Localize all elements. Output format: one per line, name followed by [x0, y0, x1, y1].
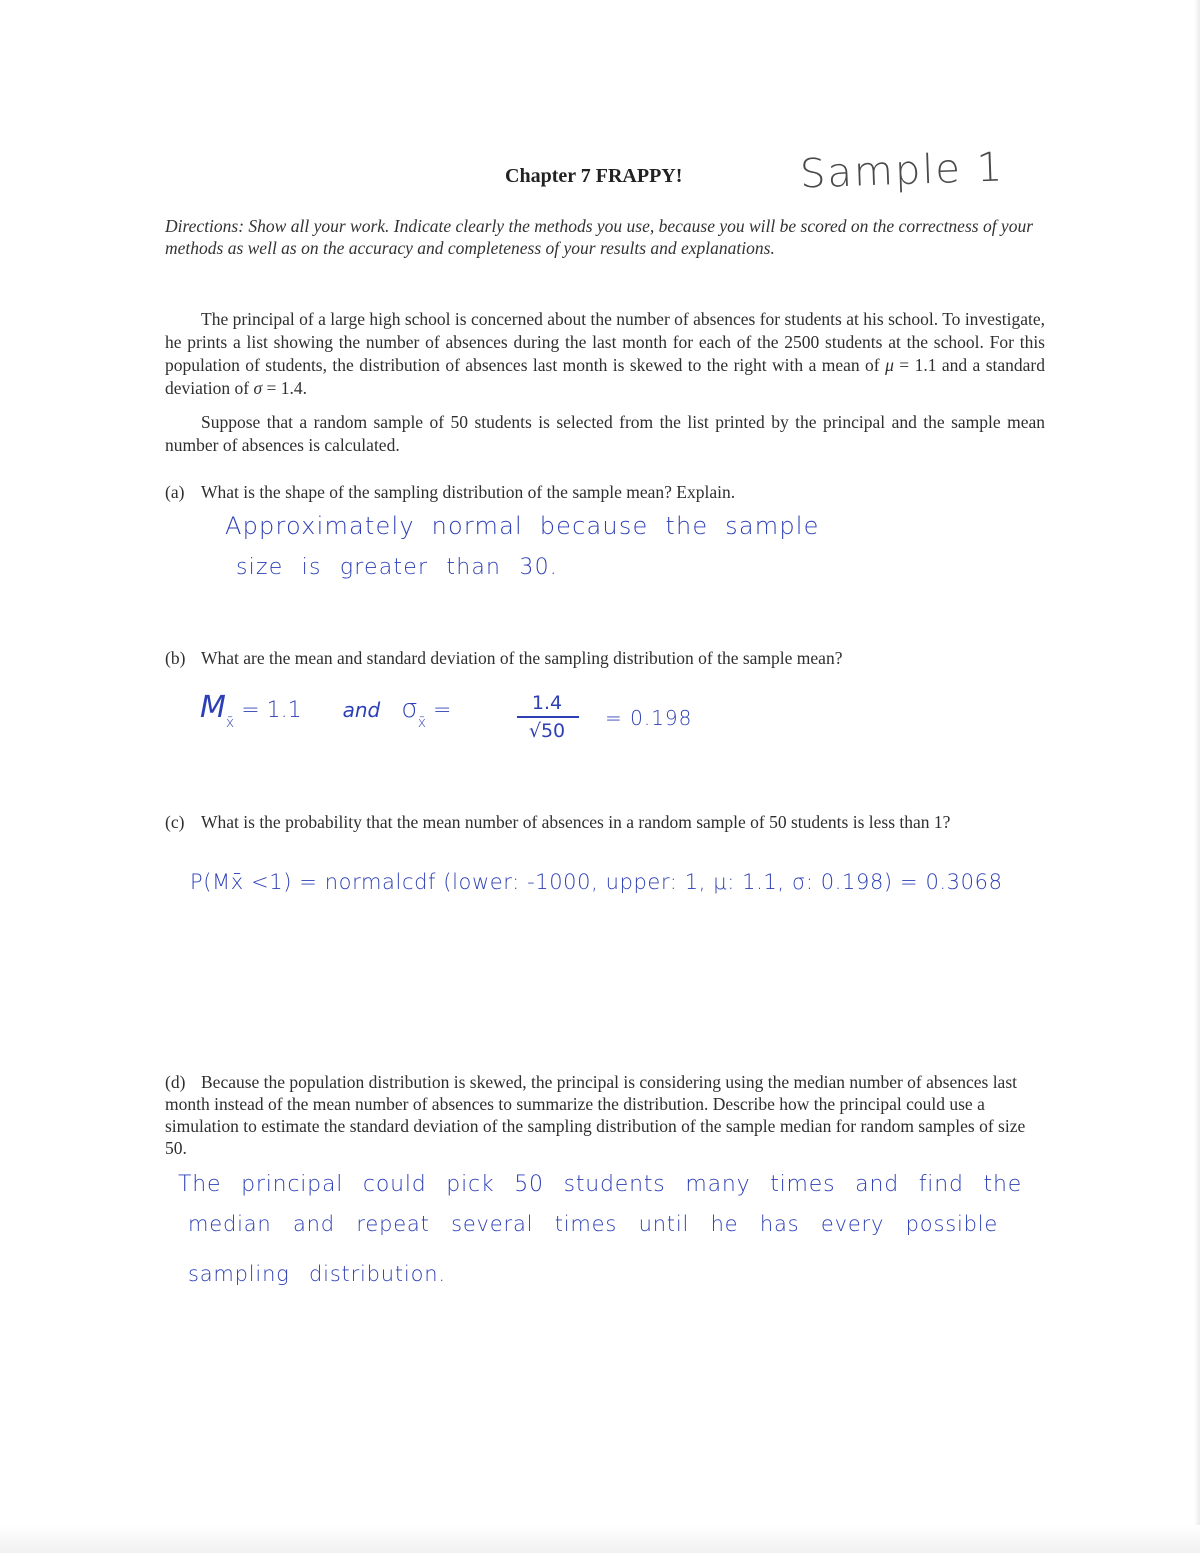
- problem-paragraph-2-text: Suppose that a random sample of 50 students is selected from the list printed by the principal and the sample mean number of absences is calculated.: [165, 412, 1045, 455]
- question-d-tag: (d): [165, 1072, 186, 1092]
- problem-paragraph-1: [165, 308, 1045, 400]
- answer-b-mu: M: [200, 690, 226, 725]
- question-c-tag: (c): [165, 812, 185, 832]
- mu-value: = 1.1 and a standard deviation of: [165, 355, 1046, 398]
- answer-b-sigma-eq: =: [433, 698, 452, 723]
- page-edge-bottom: [0, 1525, 1200, 1553]
- answer-b-mu-sub: x̄: [225, 715, 235, 731]
- question-b: [165, 647, 1045, 669]
- problem-paragraph-2: [165, 411, 1045, 457]
- answer-b-mean: [200, 690, 451, 731]
- answer-a-line-2: size is greater than 30.: [236, 555, 558, 580]
- answer-d-line-3: sampling distribution.: [188, 1262, 446, 1286]
- answer-b-result: = 0.198: [605, 706, 693, 730]
- sigma-symbol: σ: [253, 378, 263, 398]
- question-a: [165, 481, 1045, 503]
- answer-b-fraction: [517, 692, 577, 742]
- question-b-text: What are the mean and standard deviation of the sampling distribution of the sample mean?: [201, 648, 843, 668]
- answer-c: P(Mx̄ <1) = normalcdf (lower: -1000, upper: 1, μ: 1.1, σ: 0.198) = 0.3068: [190, 870, 1003, 894]
- question-a-text: What is the shape of the sampling distribution of the sample mean? Explain.: [201, 482, 736, 502]
- question-c: [165, 811, 1045, 833]
- handwritten-sample-tag: Sample 1: [799, 144, 1005, 198]
- answer-b-mu-value: = 1.1: [241, 698, 302, 723]
- fraction-bar: [517, 716, 579, 718]
- question-a-tag: (a): [165, 482, 185, 502]
- problem-paragraph-1-text: The principal of a large high school is concerned about the number of absences for students at his school. To investigate, he prints a list showing the number of absences during the last month for each of the 2500 students at the school. For this population of students, the distribution of absences last month is skewed to the right with a mean of: [165, 309, 1045, 375]
- answer-a-line-1: Approximately normal because the sample: [225, 512, 820, 540]
- sigma-value: = 1.4.: [266, 378, 307, 398]
- page-title: Chapter 7 FRAPPY!: [505, 165, 683, 187]
- question-b-tag: (b): [165, 648, 186, 668]
- page-edge-right: [1194, 0, 1200, 1553]
- answer-d-line-2: median and repeat several times until he has every possible: [188, 1212, 999, 1236]
- mu-symbol: μ: [885, 355, 894, 375]
- question-c-text: What is the probability that the mean number of absences in a random sample of 50 students is less than 1?: [201, 812, 951, 832]
- answer-b-sigma: σ: [401, 694, 418, 724]
- answer-b-denominator: √50: [528, 719, 566, 742]
- directions-text: Directions: Show all your work. Indicate clearly the methods you use, because you will be scored on the correctness of your methods as well as on the accuracy and completeness of your results and explanations.: [165, 216, 1034, 258]
- answer-b-and: and: [342, 698, 381, 722]
- answer-b-sigma-sub: x̄: [417, 715, 427, 731]
- question-d: [165, 1071, 1045, 1159]
- question-d-text: Because the population distribution is skewed, the principal is considering using the median number of absences last month instead of the mean number of absences to summarize the distribution. Describe how the principal could use a simulation to estimate the standard deviation of the sampling distribution of the sample median for random samples of size 50.: [165, 1072, 1026, 1158]
- answer-b-numerator: 1.4: [531, 692, 563, 714]
- answer-d-line-1: The principal could pick 50 students many times and find the: [178, 1172, 1023, 1197]
